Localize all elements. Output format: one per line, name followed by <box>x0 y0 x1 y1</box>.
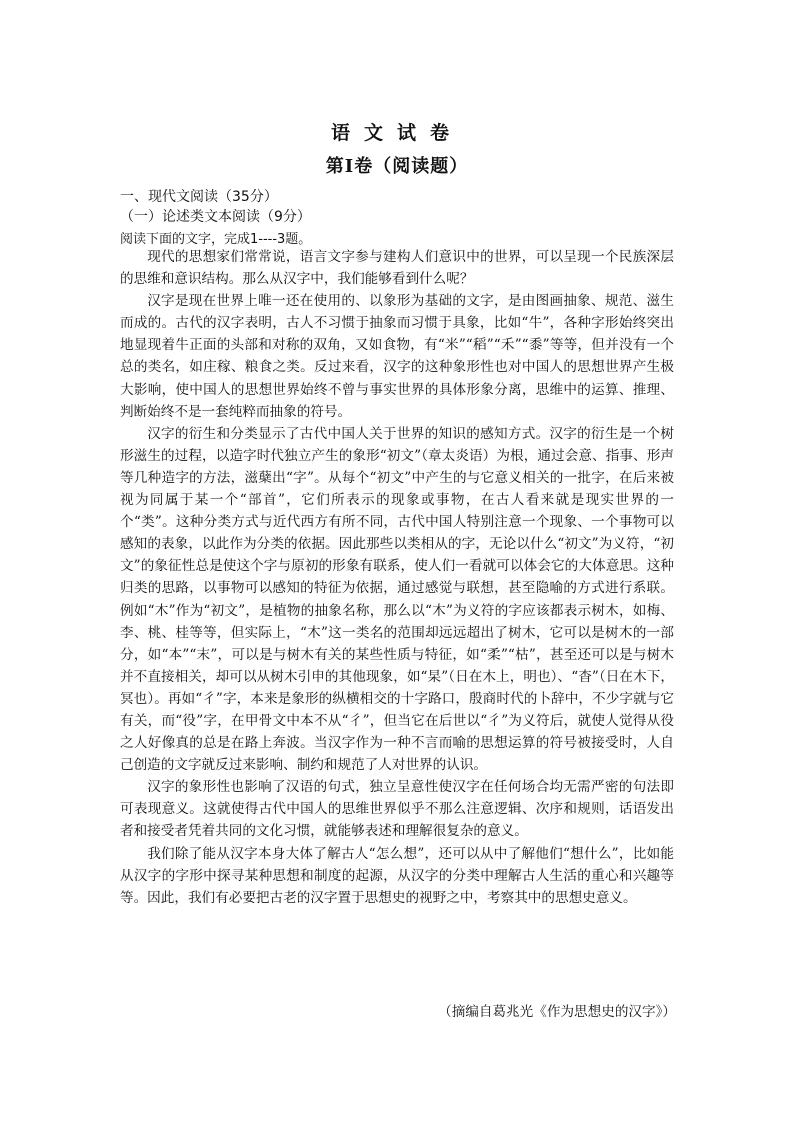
exam-title: 语文试卷 <box>330 122 463 144</box>
part-title: 第Ⅰ卷（阅读题） <box>325 156 469 177</box>
passage-paragraph: 现代的思想家们常常说，语言文字参与建构人们意识中的世界，可以呈现一个民族深层的思维和意识结构。那么从汉字中，我们能够看到什么呢？ <box>120 249 674 288</box>
reading-passage <box>120 246 674 909</box>
passage-paragraph: 汉字是现在世界上唯一还在使用的、以象形为基础的文字，是由图画抽象、规范、滋生而成的。古代的汉字表明，古人不习惯于抽象而习惯于具象，比如“牛”，各种字形始终突出地显现着牛正面的头部和对称的双角，又如食物，有“米”“稻”“禾”“黍”等等，但并没有一个总的类名，如庄稼、粮食之类。反过来看，汉字的这种象形性也对中国人的思想世界产生极大影响，使中国人的思想世界始终不曾与事实世界的具体形象分离，思维中的运算、推理、判断始终不是一套纯粹而抽象的符号。 <box>120 293 674 420</box>
passage-paragraph: 我们除了能从汉字本身大体了解古人“怎么想”，还可以从中了解他们“想什么”，比如能从汉字的字形中探寻某种思想和制度的起源，从汉字的分类中理解古人生活的重心和兴趣等等。因此，我们有必要把古老的汉字置于思想史的视野之中，考察其中的思想史意义。 <box>120 845 674 906</box>
passage-paragraph: 汉字的衍生和分类显示了古代中国人关于世界的知识的感知方式。汉字的衍生是一个树形滋生的过程，以造字时代独立产生的象形“初文”（章太炎语）为根，通过会意、指事、形声等几种造字的方法，滋蘖出“字”。从每个“初文”中产生的与它意义相关的一批字，在后来被视为同属于某一个“部首”，它们所表示的现象或事物，在古人看来就是现实世界的一个“类”。这种分类方式与近代西方有所不同，古代中国人特别注意一个现象、一个事物可以感知的表象，以此作为分类的依据。因此那些以类相从的字，无论以什么“初文”为义符，“初文”的象征性总是使这个字与原初的形象有联系，使人们一看就可以体会它的大体意思。这种归类的思路，以事物可以感知的特征为依据，通过感觉与联想，甚至隐喻的方式进行系联。例如“木”作为“初文”，是植物的抽象名称，那么以“木”为义符的字应该都表示树木，如梅、李、桃、桂等等，但实际上，“木”这一类名的范围却远远超出了树木，它可以是树木的一部分，如“本”“末”，可以是与树木有关的某些性质与特征，如“柔”“枯”，甚至还可以是与树木并不直接相关，却可以从树木引申的其他现象，如“杲”（日在木上，明也）、“杳”（日在木下，冥也）。再如“彳”字，本来是象形的纵横相交的十字路口，殷商时代的卜辞中，不少字就与它有关，而“役”字，在甲骨文中本不从“彳”，但当它在后世以“彳”为义符后，就使人觉得从役之人好像真的总是在路上奔波。当汉字作为一种不言而喻的思想运算的符号被接受时，人自己创造的文字就反过来影响、制约和规范了人对世界的认识。 <box>120 425 674 774</box>
passage-source: （摘编自葛兆光《作为思想史的汉字》） <box>438 1004 676 1020</box>
reading-instruction: 阅读下面的文字，完成1----3题。 <box>120 232 312 247</box>
section-heading: 一、现代文阅读（35分） <box>120 189 278 205</box>
passage-paragraph: 汉字的象形性也影响了汉语的句式，独立呈意性使汉字在任何场合均无需严密的句法即可表现意义。这就使得古代中国人的思维世界似乎不那么注意逻辑、次序和规则，话语发出者和接受者凭着共同的文化习惯，就能够表述和理解很复杂的意义。 <box>120 779 674 840</box>
subsection-heading: （一）论述类文本阅读（9分） <box>120 209 311 225</box>
